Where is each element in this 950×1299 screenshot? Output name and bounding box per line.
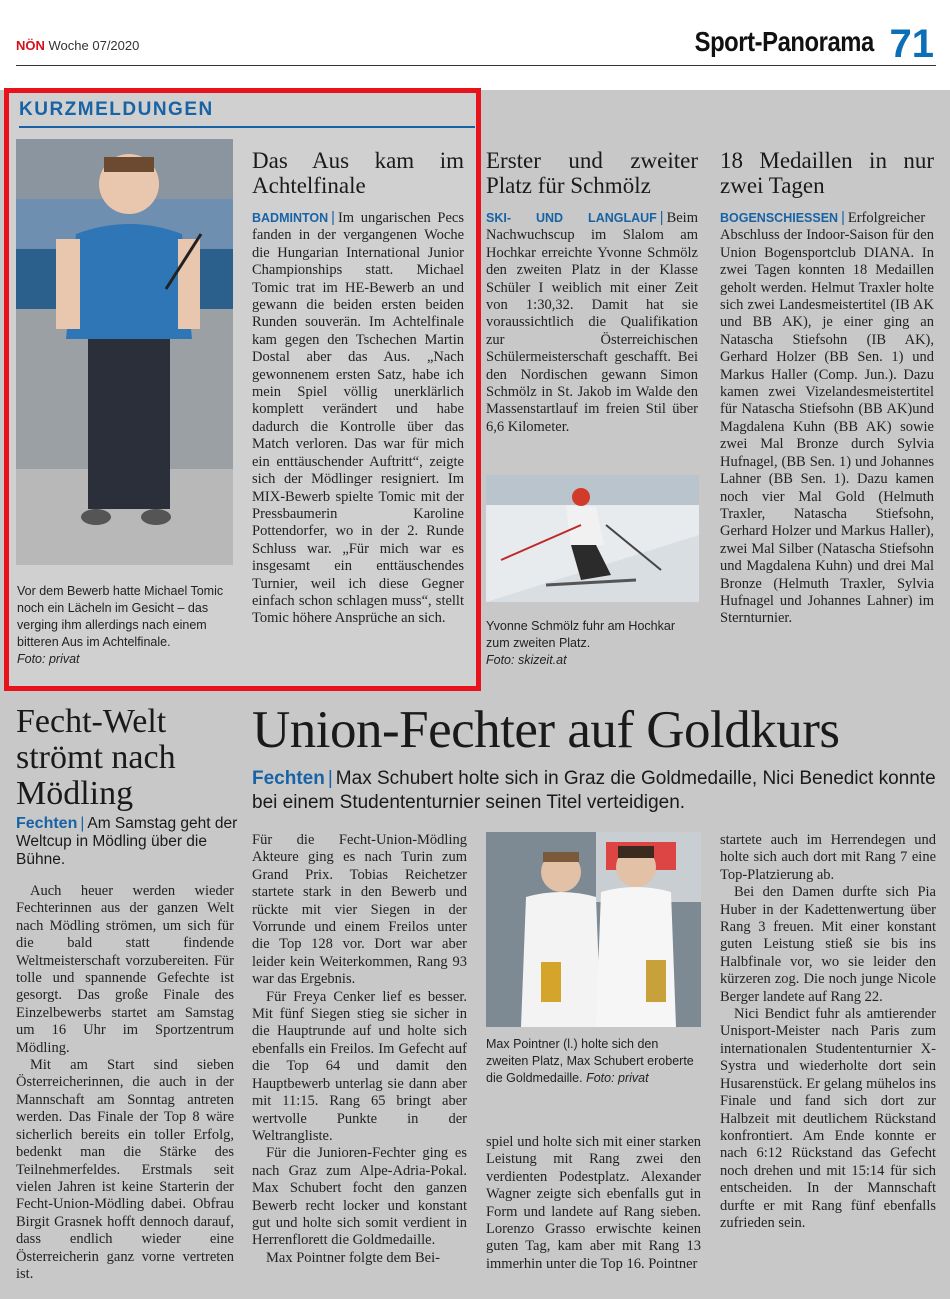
- union-subtitle-text: Max Schubert holte sich in Graz die Goldmedaille, Nici Benedict konnte bei einem Studententurnier seinen Titel verteidigen.: [252, 768, 936, 813]
- noen-logo: NÖN: [16, 38, 45, 53]
- caption-text: Yvonne Schmölz fuhr am Hochkar zum zweiten Platz.: [486, 619, 675, 650]
- union-column-3: [720, 832, 936, 1232]
- paragraph: Für die Junioren-Fechter ging es nach Graz zum Alpe-Adria-Pokal. Max Schubert focht den ganzen Bewerb recht locker und konstant gut und holte sich somit verdient in Herrenflorett die Goldmedaille.: [252, 1145, 467, 1249]
- paragraph: Mit am Start sind sieben Österreicherinnen, die auch in der Mannschaft am Sonntag antreten werden. Das Finale der Top 8 wäre sicherlich bereits ein toller Erfolg, bedenkt man die Stärke des Teilnehmerfeldes. Erstmals seit vielen Jahren ist keine Starterin der Fecht-Union-Mödling dabei. Obfrau Birgit Grasnek hofft dennoch darauf, dass endlich wieder eine Österreicherin ganz vorne vertreten ist.: [16, 1057, 234, 1282]
- ski-caption: [486, 618, 699, 669]
- photo-fencers-trophies: [486, 832, 701, 1027]
- page-header: [16, 24, 936, 66]
- badminton-kicker: BADMINTON: [252, 211, 329, 225]
- ski-article: Erster und zweiter Platz für Schmölz SKI- UND LANGLAUF | Beim Nachwuchscup im Slalom am Hochkar erreichte Yvonne Schmölz den zweiten Platz in der Klasse Schüler I weiblich mit einer Zeit von 1:30,32. Damit hat sie voraussichtlich die Qualifikation zur Österreichischen Schülermeisterschaft geschafft. Bei den Nordischen gewann Simon Schmölz in St. Jakob im Walde den Massenstartlauf im freien Stil über 6,6 Kilometer.: [486, 148, 698, 435]
- union-caption: [486, 1036, 702, 1087]
- paragraph: Für die Fecht-Union-Mödling Akteure ging es nach Turin zum Grand Prix. Tobias Reichetzer startete stark in den Bewerb und rückte mit vier Siegen in der Vorrunde und einem Freilos unter die Top 128 vor. Dort war aber leider kein Weiterkommen, Rang 93 war das Ergebnis.: [252, 832, 467, 988]
- photo-badminton-player: [16, 139, 233, 565]
- fechtwelt-subtitle-text: Am Samstag geht der Weltcup in Mödling über die Bühne.: [16, 815, 238, 868]
- union-subtitle: Fechten | Max Schubert holte sich in Graz die Goldmedaille, Nici Benedict konnte bei einem Studententurnier seinen Titel verteidigen.: [252, 768, 936, 813]
- photo-credit: Foto: privat: [586, 1071, 649, 1085]
- section-title: Sport-Panorama: [694, 26, 874, 57]
- ski-body: Beim Nachwuchscup im Slalom am Hochkar erreichte Yvonne Schmölz den zweiten Platz in der Klasse Schüler I weiblich mit einer Zeit von 1:30,32. Damit hat sie voraussichtlich die Qualifikation zur Österreichischen Schülermeisterschaft geschafft. Bei den Nordischen gewann Simon Schmölz in St. Jakob im Walde den Massenstartlauf im freien Stil über 6,6 Kilometer.: [486, 210, 698, 435]
- caption-text: Vor dem Bewerb hatte Michael Tomic noch ein Lächeln im Gesicht – das verging ihm allerdings nach einem bitteren Aus im Achtelfinale.: [17, 584, 224, 649]
- badminton-headline: Das Aus kam im Achtelfinale: [252, 148, 464, 198]
- paragraph: startete auch im Herrendegen und holte sich auch dort mit Rang 7 eine Top-Platzierung ab.: [720, 832, 936, 883]
- section-rule: [19, 126, 475, 128]
- fechtwelt-body: [16, 883, 234, 1283]
- bogen-article: 18 Medaillen in nur zwei Tagen BOGENSCHIESSEN | Erfolgreicher Abschluss der Indoor-Saison für den Union Bogensportclub DIANA. In zwei Tagen konnten 18 Medaillen geholt werden. Helmut Traxler holte sich zwei Landesmeistertitel (IB AK und BB AK), je einer ging an Natascha Stiefsohn (IB AK), Gerhard Holzer (BB Sen. 1) und Markus Haller (Comp. Jun.). Dazu kamen zwei Vizelandesmeistertitel für Natascha Stiefsohn (BB AK)und Magdalena Kuhn (BB AK) sowie zwei Mal Bronze durch Sylvia Hufnagel, (BB Sen. 1) und Johannes Lahner (BB Sen. 1). Dazu kamen noch vier Mal Gold (Helmuth Traxler, Natascha Stiefsohn, Gerhard Holzer und Markus Haller), zwei Mal Silber (Natascha Stiefsohn und Magdalena Kuhn) und drei Mal Bronze (Helmuth Traxler, Sylvia Hufnagel und Johannes Lahner) im Sternturnier.: [720, 148, 934, 627]
- paragraph: Max Pointner folgte dem Bei-: [266, 1249, 440, 1266]
- bogen-body: Erfolgreicher Abschluss der Indoor-Saison für den Union Bogensportclub DIANA. In zwei Tagen konnten 18 Medaillen geholt werden. Helmut Traxler holte sich zwei Landesmeistertitel (IB AK und BB AK), je einer ging an Natascha Stiefsohn (IB AK), Gerhard Holzer (BB Sen. 1) und Markus Haller (Comp. Jun.). Dazu kamen zwei Vizelandesmeistertitel für Natascha Stiefsohn (BB AK)und Magdalena Kuhn (BB AK) sowie zwei Mal Bronze durch Sylvia Hufnagel, (BB Sen. 1) und Johannes Lahner (BB Sen. 1). Dazu kamen noch vier Mal Gold (Helmuth Traxler, Natascha Stiefsohn, Gerhard Holzer und Markus Haller), zwei Mal Silber (Natascha Stiefsohn und Magdalena Kuhn) und drei Mal Bronze (Helmuth Traxler, Sylvia Hufnagel und Johannes Lahner) im Sternturnier.: [720, 210, 934, 627]
- union-column-1: [252, 832, 467, 1267]
- fechtwelt-kicker: Fechten: [16, 815, 78, 832]
- photo-credit: Foto: skizeit.at: [486, 653, 567, 667]
- ski-kicker: SKI- UND LANGLAUF: [486, 211, 657, 225]
- bogen-kicker: BOGENSCHIESSEN: [720, 211, 839, 225]
- badminton-caption: [17, 583, 234, 668]
- paragraph: Nici Bendict fuhr als amtierender Unisport-Meister nach Paris zum internationalen Studententurnier X-Systra und wiederholte dort sein Husarenstück. Er gelang mühelos ins Finale und fand sich dort zur Halbzeit mit deutlichem Rückstand konfrontiert. Am Ende konnte er nach 6:12 Rückstand das Gefecht noch drehen und mit 15:14 für sich entscheiden. In der Mannschaft durfte er mit Rang fünf ebenfalls zufrieden sein.: [720, 1006, 936, 1231]
- page-number: 71: [889, 22, 934, 66]
- fechtwelt-headline: Fecht-Welt strömt nach Mödling: [16, 703, 176, 812]
- union-kicker: Fechten: [252, 768, 325, 789]
- paragraph: spiel und holte sich mit einer starken Leistung mit Rang zwei den verdienten Podestplatz. Alexander Wagner zeigte sich ebenfalls gut in Form und landete auf Rang sieben. Lorenzo Grasso erwischte keinen guten Tag, kam aber mit Rang 13 immerhin unter die Top 16. Pointner: [486, 1134, 701, 1272]
- fechtwelt-subtitle: Fechten | Am Samstag geht der Weltcup in Mödling über die Bühne.: [16, 815, 238, 868]
- badminton-article: Das Aus kam im Achtelfinale BADMINTON | Im ungarischen Pecs fanden in der vergangenen Woche die Hungarian International Junior Championships statt. Michael Tomic trat im HE-Bewerb an und gewann die beiden ersten beiden Runden souverän. Im Achtelfinale kam gegen den Tschechen Martin Dostal aber das Aus. „Nach gewonnenem ersten Satz, habe ich mein Spiel völlig unerklärlich komplett verändert und habe dadurch die Kontrolle über das Match verloren. Das war für mich ein enttäuschender Auftritt“, zeigte sich der Mödlinger resigniert. Im MIX-Bewerb spielte Tomic mit der Pressbaumerin Karoline Pottendorfer, wo in der 2. Runde Schluss war. „Für mich war es insgesamt ein enttäuschendes Turnier, weil ich diese Gegner einfach schon schlagen muss“, stellt Tomic höhere Ansprüche an sich.: [252, 148, 464, 627]
- union-headline: Union-Fechter auf Goldkurs: [252, 701, 840, 759]
- caption-text: Max Pointner (l.) holte sich den zweiten Platz, Max Schubert eroberte die Goldmedaille.: [486, 1037, 694, 1085]
- badminton-body: Im ungarischen Pecs fanden in der vergangenen Woche die Hungarian International Junior Championships statt. Michael Tomic trat im HE-Bewerb an und gewann die beiden ersten beiden Runden souverän. Im Achtelfinale kam gegen den Tschechen Martin Dostal aber das Aus. „Nach gewonnenem ersten Satz, habe ich mein Spiel völlig unerklärlich komplett verändert und habe dadurch die Kontrolle über das Match verloren. Das war für mich ein enttäuschender Auftritt“, zeigte sich der Mödlinger resigniert. Im MIX-Bewerb spielte Tomic mit der Pressbaumerin Karoline Pottendorfer, wo in der 2. Runde Schluss war. „Für mich war es insgesamt ein enttäuschendes Turnier, weil ich diese Gegner einfach schon schlagen muss“, stellt Tomic höhere Ansprüche an sich.: [252, 210, 464, 627]
- issue-week: Woche 07/2020: [48, 38, 140, 53]
- ski-headline: Erster und zweiter Platz für Schmölz: [486, 148, 698, 198]
- photo-credit: Foto: privat: [17, 652, 80, 666]
- paragraph: Für Freya Cenker lief es besser. Mit fünf Siegen stieg sie sicher in die Hauptrunde auf und holte sich ebenfalls ein Freilos. Im Gefecht auf die Top 64 und damit den Hauptbewerb unterlag sie dann aber mit 11:15. Rang 65 bringt aber wertvolle Punkte in der Weltrangliste.: [252, 988, 467, 1144]
- kurzmeldungen-label: KURZMELDUNGEN: [19, 99, 214, 120]
- union-column-2: [486, 1134, 701, 1273]
- bogen-headline: 18 Medaillen in nur zwei Tagen: [720, 148, 934, 198]
- paragraph: Bei den Damen durfte sich Pia Huber in der Kadettenwertung über Rang 3 freuen. Mit einer konstant guten Leistung stieß sie bis ins Halbfinale vor, wo sie leider den kürzeren zog. Die noch junge Nicole Berger landete auf Rang 22.: [720, 884, 936, 1005]
- paragraph: Auch heuer werden wieder Fechterinnen aus der ganzen Welt nach Mödling strömen, um sich für die bald statt findende Weltmeisterschaft vorzubereiten. Für tolle und spannende Gefechte ist gesorgt. Das große Finale des Einzelbewerbs startet am Samstag um 16 Uhr im Sportzentrum Mödling.: [16, 883, 234, 1056]
- masthead: [16, 38, 139, 53]
- photo-slalom-skier: [486, 475, 699, 602]
